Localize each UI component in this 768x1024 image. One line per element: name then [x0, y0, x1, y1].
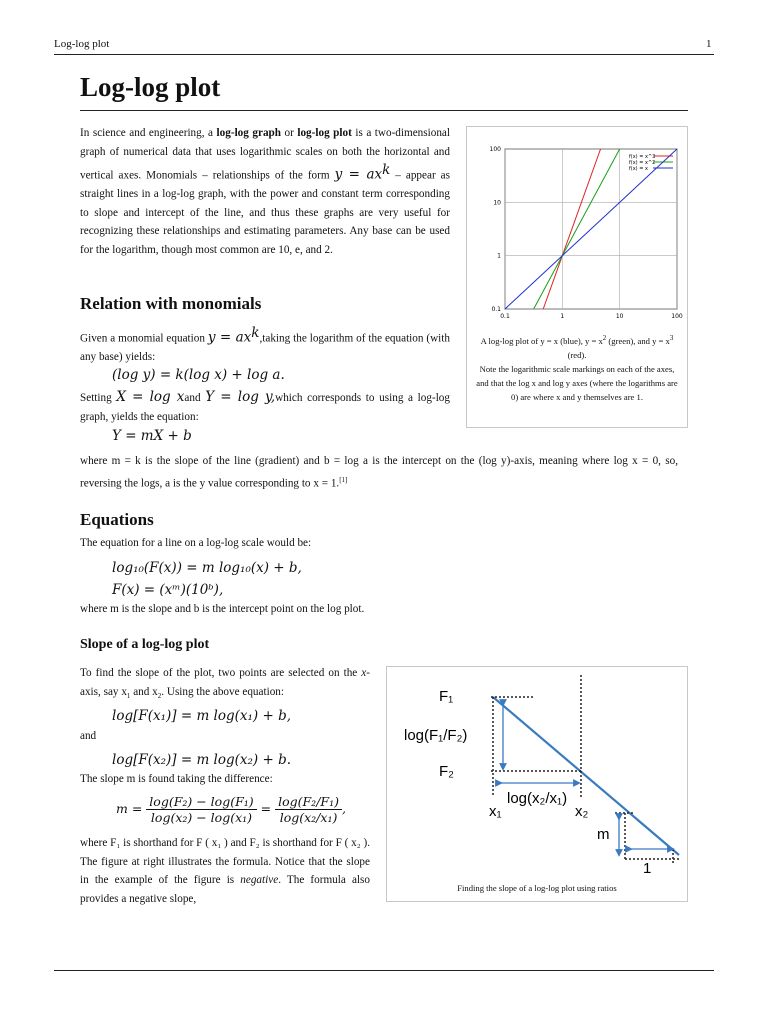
- x-tick-label: 100: [671, 313, 683, 320]
- slope-paragraph-3: where F₁ is shorthand for F ( x₁ ) and F₂ is shorthand for F ( x₂ ). The figure at right illustrates the formula. Notice that the slope in the example of the figure is negative. The formula also provides a negative slope,: [80, 837, 370, 905]
- series-line: [534, 149, 620, 309]
- loglog-chart: [467, 127, 687, 327]
- section-heading-monomials: Relation with monomials: [80, 294, 262, 313]
- x-tick-label: 1: [560, 313, 565, 320]
- and-word: and: [80, 730, 97, 742]
- x-tick-label: 0.1: [500, 313, 510, 320]
- equation-log10: log₁₀(F(x)) = m log₁₀(x) + b,: [112, 560, 302, 576]
- intro-paragraph: In science and engineering, a log-log graph or log-log plot is a two-dimensional graph of numerical data that uses logarithmic scales on both the horizontal and vertical axes. Monomials – relationships of the form $y = ax^k$ – appear as straight lines in a log-log graph, with the power and constant term corresponding to slope and intercept of the line, and thus these graphs are very useful for recognizing these relationships and estimating parameters. Any base can be used for the logarithm, though most common are 10, e, and 2.: [80, 127, 450, 256]
- y-tick-label: 1: [497, 252, 501, 260]
- label-x1: x₁: [489, 803, 502, 820]
- equation-linear: Y = mX + b: [112, 428, 192, 444]
- slope-paragraph-1: To find the slope of the plot, two points are selected on the x-axis, say $x_1$ and $x_2$. Using the above equation:: [80, 667, 370, 700]
- label-m: m: [597, 826, 610, 843]
- label-logF: log(F₁/F₂): [404, 727, 468, 744]
- label-x2: x₂: [575, 803, 589, 820]
- label-logx: log(x₂/x₁): [507, 790, 568, 807]
- page-title: Log-log plot: [80, 72, 221, 102]
- equations-paragraph-1: The equation for a line on a log-log scale would be:: [80, 537, 312, 549]
- y-tick-label: 10: [493, 199, 501, 207]
- legend-label: f(x) = x^3: [629, 154, 656, 160]
- figure2-caption: Finding the slope of a log-log plot using ratios: [457, 883, 617, 893]
- series-line: [505, 149, 677, 309]
- figure-loglog-plot: [466, 126, 688, 428]
- equation-point2: log[F(x₂)] = m log(x₂) + b.: [112, 752, 292, 768]
- running-title: Log-log plot: [54, 38, 110, 50]
- slope-line: [493, 697, 679, 855]
- x-tick-label: 10: [615, 313, 624, 320]
- section-heading-slope: Slope of a log-log plot: [80, 637, 210, 652]
- figure-slope-ratios: [386, 666, 688, 902]
- legend-label: f(x) = x^2: [629, 160, 656, 166]
- equation-point1: log[F(x₁)] = m log(x₁) + b,: [112, 708, 292, 724]
- y-tick-label: 100: [489, 146, 501, 153]
- slope-paragraph-2: The slope m is found taking the difference:: [80, 773, 273, 785]
- label-F1: F₁: [439, 688, 454, 705]
- legend-label: f(x) = x: [629, 166, 648, 172]
- figure1-caption: A log-log plot of y = x (blue), $y = x^2$ (green), and $y = x^3$ (red). Note the logarithmic scale markings on each of the axes, and that the log x and log y axes (where the logarithms are 0) are where x and y themselves are 1.: [476, 334, 678, 402]
- label-F2: F₂: [439, 763, 454, 780]
- equation-log-monomial: (log y) = k(log x) + log a.: [112, 367, 285, 383]
- title-rule: [80, 110, 688, 111]
- monomials-paragraph-2: Setting X = log xand Y = log y,which corresponds to using a log-log graph, yields the equation:: [80, 389, 450, 423]
- monomials-paragraph-3: where m = k is the slope of the line (gradient) and b = log a is the intercept on the (log y)-axis, meaning where log x = 0, so, reversing the logs, a is the y value corresponding to x = 1.[1]: [80, 455, 678, 490]
- monomials-paragraph-1: Given a monomial equation $y = ax^k,taking$ the logarithm of the equation (with any base) yields:: [80, 325, 450, 364]
- equation-power: F(x) = (xᵐ)(10ᵇ),: [112, 582, 224, 598]
- label-one: 1: [643, 860, 652, 877]
- y-tick-label: 0.1: [491, 306, 501, 313]
- slope-diagram: [387, 667, 687, 879]
- equation-slope: m = $\frac{\text{log(F₂) − log(F₁)}}{\text{log(x₂) − log(x₁)}}$ = $\frac{\text{log(F₂/F₁)}}{\text{log(x₂/x₁)}}$ ,: [116, 794, 346, 825]
- header-rule: [54, 54, 714, 55]
- series-line: [543, 149, 600, 309]
- footer-rule: [54, 970, 714, 971]
- equations-paragraph-2: where m is the slope and b is the intercept point on the log plot.: [80, 603, 365, 615]
- page-number: 1: [706, 38, 712, 50]
- section-heading-equations: Equations: [80, 510, 154, 529]
